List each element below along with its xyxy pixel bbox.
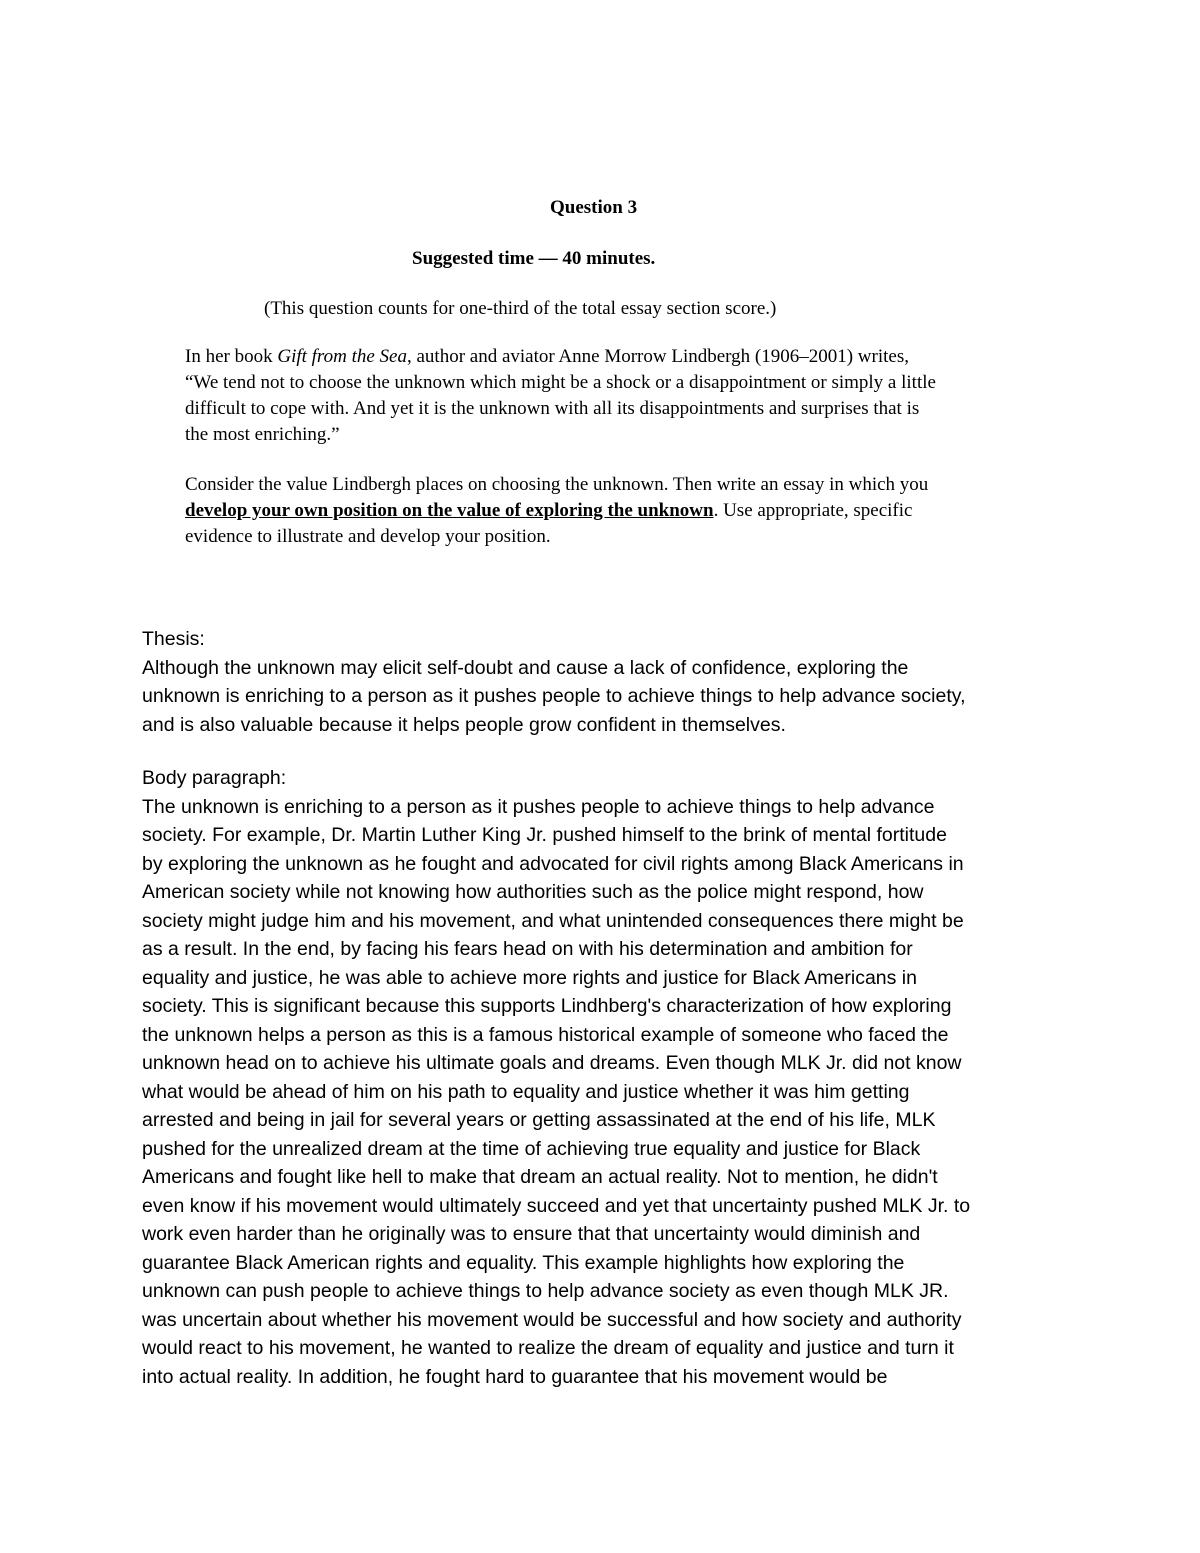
- text-line: even know if his movement would ultimately succeed and yet that uncertainty pushed MLK Jr. to: [142, 1194, 971, 1217]
- prompt-line: difficult to cope with. And yet it is the unknown with all its disappointments and surprises that is: [185, 398, 920, 419]
- prompt-paragraph-task: [185, 472, 1065, 550]
- book-title: Gift from the Sea: [277, 346, 407, 367]
- body-paragraph-text: [142, 793, 1062, 1392]
- text-line: what would be ahead of him on his path to equality and justice whether it was him getting: [142, 1080, 910, 1103]
- body-paragraph-section: [142, 764, 1062, 1391]
- prompt-text: In her book: [185, 346, 278, 367]
- text-line: as a result. In the end, by facing his fears head on with his determination and ambition for: [142, 938, 913, 960]
- text-line: work even harder than he originally was to ensure that that uncertainty would diminish and: [142, 1223, 921, 1245]
- text-line: Americans and fought like hell to make that dream an actual reality. Not to mention, he didn't: [142, 1166, 938, 1188]
- thesis-text: [142, 654, 1062, 740]
- prompt-line: evidence to illustrate and develop your position.: [185, 526, 551, 547]
- text-line: would react to his movement, he wanted to realize the dream of equality and justice and turn it: [142, 1337, 954, 1359]
- suggested-time: Suggested time — 40 minutes.: [412, 248, 656, 269]
- prompt-text: , author and aviator Anne Morrow Lindbergh (1906–2001) writes,: [407, 346, 909, 367]
- text-line: guarantee Black American rights and equality. This example highlights how exploring the: [142, 1251, 905, 1274]
- score-weight-note: (This question counts for one-third of the total essay section score.): [264, 298, 777, 319]
- prompt-line: the most enriching.”: [185, 424, 340, 445]
- text-line: American society while not knowing how authorities such as the police might respond, how: [142, 881, 924, 903]
- text-line: the unknown helps a person as this is a famous historical example of someone who faced the: [142, 1023, 949, 1046]
- text-line: arrested and being in jail for several years or getting assassinated at the end of his life, MLK: [142, 1109, 936, 1131]
- text-line: by exploring the unknown as he fought and advocated for civil rights among Black Americans in: [142, 852, 964, 875]
- prompt-line: Consider the value Lindbergh places on choosing the unknown. Then write an essay in which you: [185, 474, 929, 495]
- text-line: Although the unknown may elicit self-doubt and cause a lack of confidence, exploring the: [142, 656, 909, 679]
- text-line: was uncertain about whether his movement would be successful and how society and authority: [142, 1308, 962, 1331]
- prompt-text: . Use appropriate, specific: [713, 500, 913, 521]
- prompt-line: [185, 498, 1065, 524]
- prompt-line: “We tend not to choose the unknown which might be a shock or a disappointment or simply a little: [185, 372, 936, 393]
- text-line: pushed for the unrealized dream at the time of achieving true equality and justice for Black: [142, 1137, 921, 1160]
- text-line: equality and justice, he was able to achieve more rights and justice for Black Americans in: [142, 966, 917, 989]
- text-line: society. This is significant because this supports Lindhberg's characterization of how exploring: [142, 995, 952, 1017]
- thesis-label: Thesis:: [142, 628, 205, 650]
- text-line: unknown is enriching to a person as it pushes people to achieve things to help advance society,: [142, 685, 966, 707]
- prompt-paragraph-quote: [185, 344, 1065, 448]
- question-title: Question 3: [550, 197, 638, 218]
- text-line: The unknown is enriching to a person as it pushes people to achieve things to help advance: [142, 795, 935, 818]
- text-line: and is also valuable because it helps people grow confident in themselves.: [142, 713, 786, 736]
- task-emphasis: develop your own position on the value of exploring the unknown: [185, 500, 714, 521]
- prompt-line: [185, 344, 1065, 370]
- text-line: unknown head on to achieve his ultimate goals and dreams. Even though MLK Jr. did not know: [142, 1052, 962, 1074]
- text-line: society. For example, Dr. Martin Luther King Jr. pushed himself to the brink of mental fortitude: [142, 824, 947, 846]
- text-line: society might judge him and his movement, and what unintended consequences there might be: [142, 909, 964, 932]
- body-label: Body paragraph:: [142, 767, 287, 789]
- text-line: into actual reality. In addition, he fought hard to guarantee that his movement would be: [142, 1365, 888, 1388]
- thesis-section: [142, 625, 1062, 739]
- text-line: unknown can push people to achieve things to help advance society as even though MLK JR.: [142, 1280, 949, 1302]
